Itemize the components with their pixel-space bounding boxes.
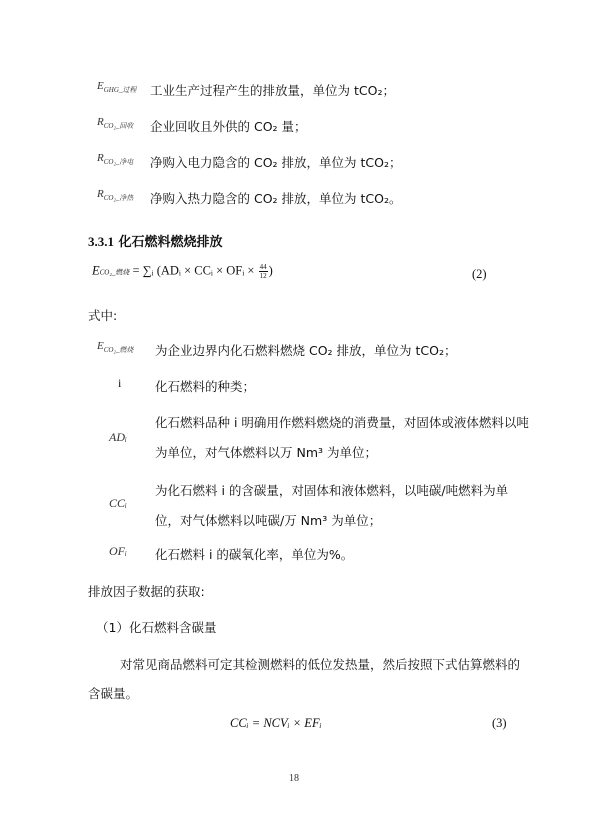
equation-lhs-subscript: CO₂_燃烧 — [99, 268, 130, 277]
symbol-e-combustion: $E_{CO_2\_燃烧}$ — [97, 340, 134, 354]
page-number: 18 — [289, 773, 299, 784]
symbol-ad: ADᵢ — [109, 430, 127, 444]
section-number: 3.3.1 — [88, 234, 114, 249]
paragraph-line-2: 含碳量。 — [88, 686, 139, 701]
equation-2: ECO₂_燃烧 = ∑ᵢ (ADᵢ × CCᵢ × OFᵢ × $\frac{44}{12}$ ) — [92, 263, 273, 280]
section-title: 化石燃料燃烧排放 — [118, 235, 223, 250]
equation-3-number: (3) — [492, 716, 507, 730]
definition-text-line-1: 为化石燃料 i 的含碳量，对固体和液体燃料，以吨碳/吨燃料为单 — [155, 483, 509, 498]
factor-heading: 排放因子数据的获取: — [88, 584, 205, 599]
definition-text-line-2: 位，对气体燃料以吨碳/万 Nm³ 为单位； — [155, 513, 382, 528]
symbol-cc: CCᵢ — [109, 496, 127, 510]
symbol-r-recovery: $R_{CO_2\_回收}$ — [97, 116, 134, 130]
definition-text: 化石燃料的种类； — [155, 379, 256, 394]
definition-text: 工业生产过程产生的排放量，单位为 tCO₂； — [150, 83, 395, 98]
symbol-r-electricity: $R_{CO_2\_净电}$ — [97, 152, 134, 166]
where-label: 式中: — [88, 308, 118, 323]
sub-heading: （1）化石燃料含碳量 — [96, 620, 217, 635]
section-heading — [88, 231, 223, 250]
definition-text: 化石燃料 i 的碳氧化率，单位为%。 — [155, 547, 354, 562]
definition-text: 企业回收且外供的 CO₂ 量； — [150, 119, 307, 134]
equation-3: CCᵢ = NCVᵢ × EFᵢ — [230, 716, 322, 730]
definition-text-line-1: 化石燃料品种 i 明确用作燃料燃烧的消费量，对固体或液体燃料以吨 — [155, 415, 529, 430]
symbol-e-ghg: $E_{GHG\_过程}$ — [97, 80, 137, 94]
paragraph-line-1: 对常见商品燃料可定其检测燃料的低位发热量，然后按照下式估算燃料的 — [120, 657, 521, 672]
symbol-r-heat: $R_{CO_2\_净热}$ — [97, 188, 134, 202]
equation-body: = ∑ᵢ (ADᵢ × CCᵢ × OFᵢ × — [132, 263, 255, 278]
symbol-of: OFᵢ — [109, 544, 127, 558]
equation-lhs-symbol: E — [92, 263, 100, 278]
definition-text-line-2: 为单位，对气体燃料以万 Nm³ 为单位； — [155, 445, 377, 460]
definition-text: 净购入热力隐含的 CO₂ 排放，单位为 tCO₂。 — [150, 191, 402, 206]
definition-text: 净购入电力隐含的 CO₂ 排放，单位为 tCO₂； — [150, 155, 402, 170]
definition-text: 为企业边界内化石燃料燃烧 CO₂ 排放，单位为 tCO₂； — [155, 343, 457, 358]
symbol-i: i — [118, 376, 122, 390]
fraction-44-12: $\frac{44}{12}$ — [259, 263, 267, 280]
equation-2-number: (2) — [472, 267, 487, 281]
